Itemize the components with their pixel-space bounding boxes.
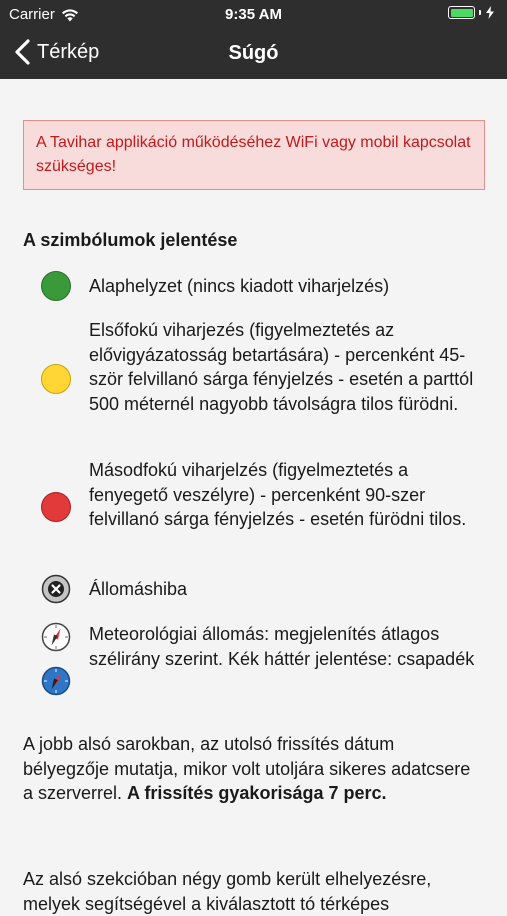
status-bar <box>0 0 507 28</box>
section-title: A szimbólumok jelentése <box>23 230 238 250</box>
symbol-desc: Elsőfokú viharjezés (figyelmeztetés az elővigyázatosság betartására) - percenként 45-ször felvillanó sárga fényjelzés - esetén a parttól 500 méternél nagyobb távolságra tilos fürödni. <box>89 320 474 414</box>
buttons-info-text: Az alsó szekcióban négy gomb került elhelyezésre, melyek segítségével a kiválasztott tó térképes <box>23 869 432 914</box>
symbol-desc: Meteorológiai állomás: megjelenítés átlagos szélirány szerint. Kék háttér jelentése: csapadék <box>89 624 475 669</box>
yellow-circle-icon <box>41 364 71 394</box>
carrier-label: Carrier <box>9 6 55 23</box>
header <box>0 0 507 79</box>
clock: 9:35 AM <box>225 6 282 23</box>
buttons-info-paragraph <box>23 867 485 916</box>
battery-icon <box>448 6 475 19</box>
symbol-desc: Alaphelyzet (nincs kiadott viharjelzés) <box>89 276 390 296</box>
battery-indicator <box>448 6 495 19</box>
page-title: Súgó <box>228 42 279 64</box>
refresh-info-paragraph <box>23 732 485 806</box>
green-circle-icon <box>41 271 71 301</box>
charging-icon <box>485 6 495 19</box>
refresh-info-text: A jobb alsó sarokban, az utolsó frissítés dátum bélyegzője mutatja, mikor volt utoljára sikeres adatcsere a szerverrel. <box>23 734 471 803</box>
compass-icon <box>41 622 71 652</box>
symbol-desc: Másodfokú viharjelzés (figyelmeztetés a fenyegető veszélyre) - percenként 90-szer felvillanó sárga fényjelzés - esetén fürödni tilos. <box>89 460 467 529</box>
connection-alert <box>23 120 485 190</box>
symbol-desc: Állomáshiba <box>89 579 188 599</box>
red-circle-icon <box>41 492 71 522</box>
help-content <box>23 79 485 252</box>
refresh-frequency-text: A frissítés gyakorisága 7 perc. <box>127 783 387 803</box>
back-button-label: Térkép <box>37 40 100 63</box>
station-error-icon <box>41 574 71 604</box>
navigation-bar <box>0 28 507 79</box>
alert-text: A Tavihar applikáció működéséhez WiFi vagy mobil kapcsolat szükséges! <box>36 134 471 175</box>
compass-blue-icon <box>41 666 71 696</box>
